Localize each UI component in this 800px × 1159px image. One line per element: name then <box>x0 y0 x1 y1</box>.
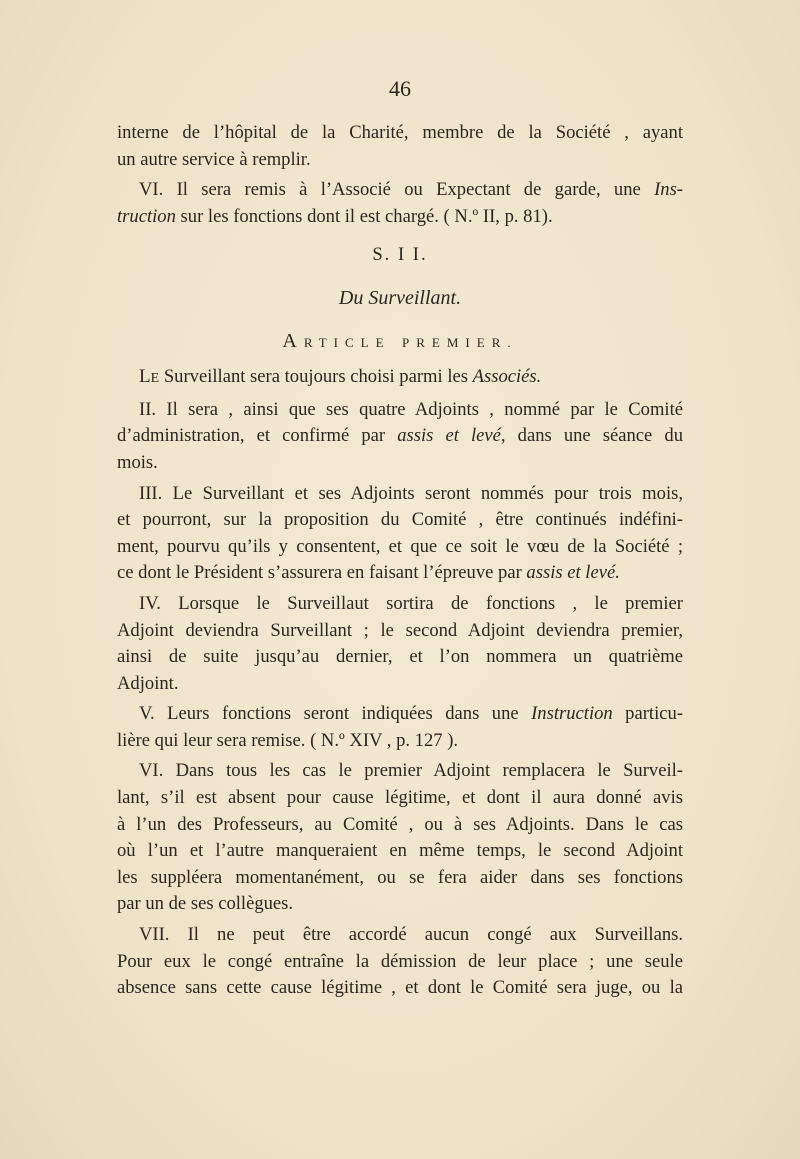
article-7-line-2: Pour eux le congé entraîne la démission de leur place ; une seule <box>117 950 683 972</box>
article-heading: ARTICLE PREMIER. <box>282 329 518 352</box>
article-4-line-2: Adjoint deviendra Surveillant ; le second Adjoint deviendra premier, <box>117 619 683 641</box>
article-3-line-3: ment, pourvu qu’ils y consentent, et que ce soit le vœu de la Société ; <box>117 535 683 557</box>
article-5-line-2: lière qui leur sera remise. ( N.º XIV , p. 127 ). <box>117 729 459 751</box>
article-2-line-1: II. Il sera , ainsi que ses quatre Adjoints , nommé par le Comité <box>139 398 683 420</box>
intro-line-1: interne de l’hôpital de la Charité, membre de la Société , ayant <box>117 122 683 143</box>
article-6-line-2: lant, s’il est absent pour cause légitime, et dont il aura donné avis <box>117 787 683 809</box>
article-3-line-4: ce dont le Président s’assurera en faisant l’épreuve par assis et levé. <box>117 562 620 584</box>
article-1: LE Surveillant sera toujours choisi parmi les Associés. <box>139 366 542 388</box>
article-5-line-1: V. Leurs fonctions seront indiquées dans une Instruction particu- <box>139 703 683 725</box>
article-2-line-3: mois. <box>117 451 158 473</box>
article-2-line-2: d’administration, et confirmé par assis et levé, dans une séance du <box>117 425 683 447</box>
section-mark: S. I I. <box>372 244 428 266</box>
article-6-line-6: par un de ses collègues. <box>117 893 294 915</box>
article-4-line-3: ainsi de suite jusqu’au dernier, et l’on nommera un quatrième <box>117 646 683 668</box>
section-title: Du Surveillant. <box>338 286 462 309</box>
para-6-line-1: VI. Il sera remis à l’Associé ou Expectant de garde, une Ins- <box>139 179 683 201</box>
article-4-line-4: Adjoint. <box>117 672 179 694</box>
article-4-line-1: IV. Lorsque le Surveillaut sortira de fonctions , le premier <box>139 592 683 614</box>
article-6-line-1: VI. Dans tous les cas le premier Adjoint remplacera le Surveil- <box>139 760 683 782</box>
page-text <box>117 120 683 1002</box>
article-7-line-1: VII. Il ne peut être accordé aucun congé aux Surveillans. <box>139 924 683 946</box>
article-6-line-3: à l’un des Professeurs, au Comité , ou à ses Adjoints. Dans le cas <box>117 813 683 835</box>
article-7-line-3: absence sans cette cause légitime , et dont le Comité sera juge, ou la <box>117 977 683 999</box>
para-6-line-2: truction sur les fonctions dont il est chargé. ( N.º II, p. 81). <box>117 205 553 227</box>
intro-line-2: un autre service à remplir. <box>117 148 311 170</box>
article-3-line-2: et pourront, sur la proposition du Comité , être continués indéfini- <box>117 509 683 531</box>
article-6-line-5: les suppléera momentanément, ou se fera aider dans ses fonctions <box>117 866 683 888</box>
page-number: 46 <box>389 76 411 101</box>
article-6-line-4: où l’un et l’autre manqueraient en même temps, le second Adjoint <box>117 840 683 862</box>
article-3-line-1: III. Le Surveillant et ses Adjoints seront nommés pour trois mois, <box>139 482 683 504</box>
